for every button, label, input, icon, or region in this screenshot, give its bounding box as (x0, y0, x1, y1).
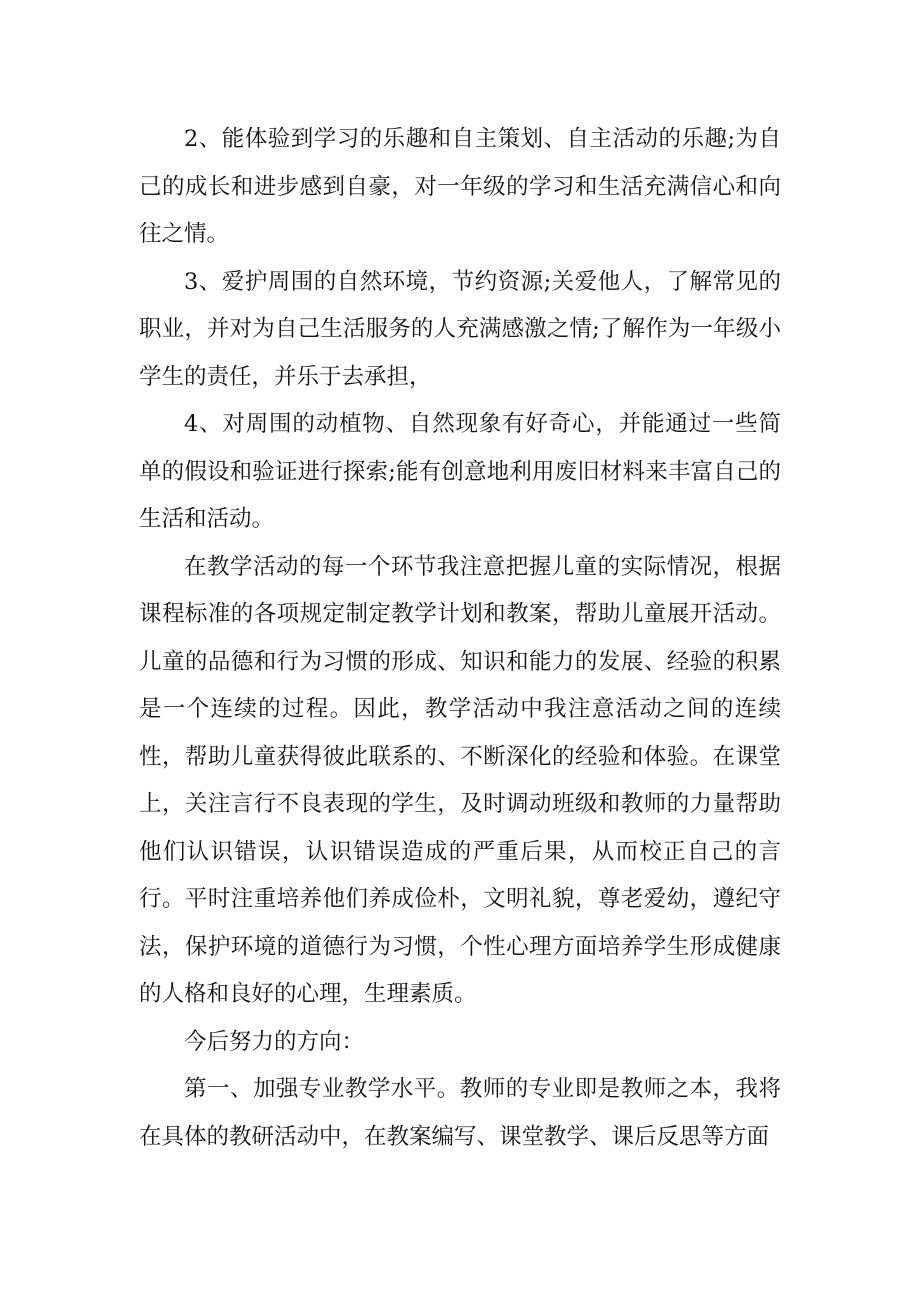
paragraph-first-point: 第一、加强专业教学水平。教师的专业即是教师之本，我将在具体的教研活动中，在教案编写、课堂教学、课后反思等方面 (139, 1076, 781, 1150)
paragraph-goal-4: 4、对周围的动植物、自然现象有好奇心，并能通过一些简单的假设和验证进行探索;能有创意地利用废旧材料来丰富自己的生活和活动。 (139, 411, 781, 532)
paragraph-goal-2: 2、能体验到学习的乐趣和自主策划、自主活动的乐趣;为自己的成长和进步感到自豪，对一年级的学习和生活充满信心和向往之情。 (139, 126, 781, 247)
paragraph-goal-3: 3、爱护周围的自然环境，节约资源;关爱他人，了解常见的职业，并对为自己生活服务的人充满感激之情;了解作为一年级小学生的责任，并乐于去承担， (139, 268, 781, 390)
paragraph-teaching-activities: 在教学活动的每一个环节我注意把握儿童的实际情况，根据课程标准的各项规定制定教学计划和教案，帮助儿童展开活动。儿童的品德和行为习惯的形成、知识和能力的发展、经验的积累是一个连续的过程。因此，教学活动中我注意活动之间的连续性，帮助儿童获得彼此联系的、不断深化的经验和体验。在课堂上，关注言行不良表现的学生，及时调动班级和教师的力量帮助他们认识错误，认识错误造成的严重后果，从而校正自己的言行。平时注重培养他们养成俭朴，文明礼貌，尊老爱幼，遵纪守法，保护环境的道德行为习惯，个性心理方面培养学生形成健康的人格和良好的心理，生理素质。 (139, 553, 781, 1007)
document-body (139, 116, 781, 1161)
paragraph-future-direction-heading: 今后努力的方向： (184, 1028, 365, 1055)
